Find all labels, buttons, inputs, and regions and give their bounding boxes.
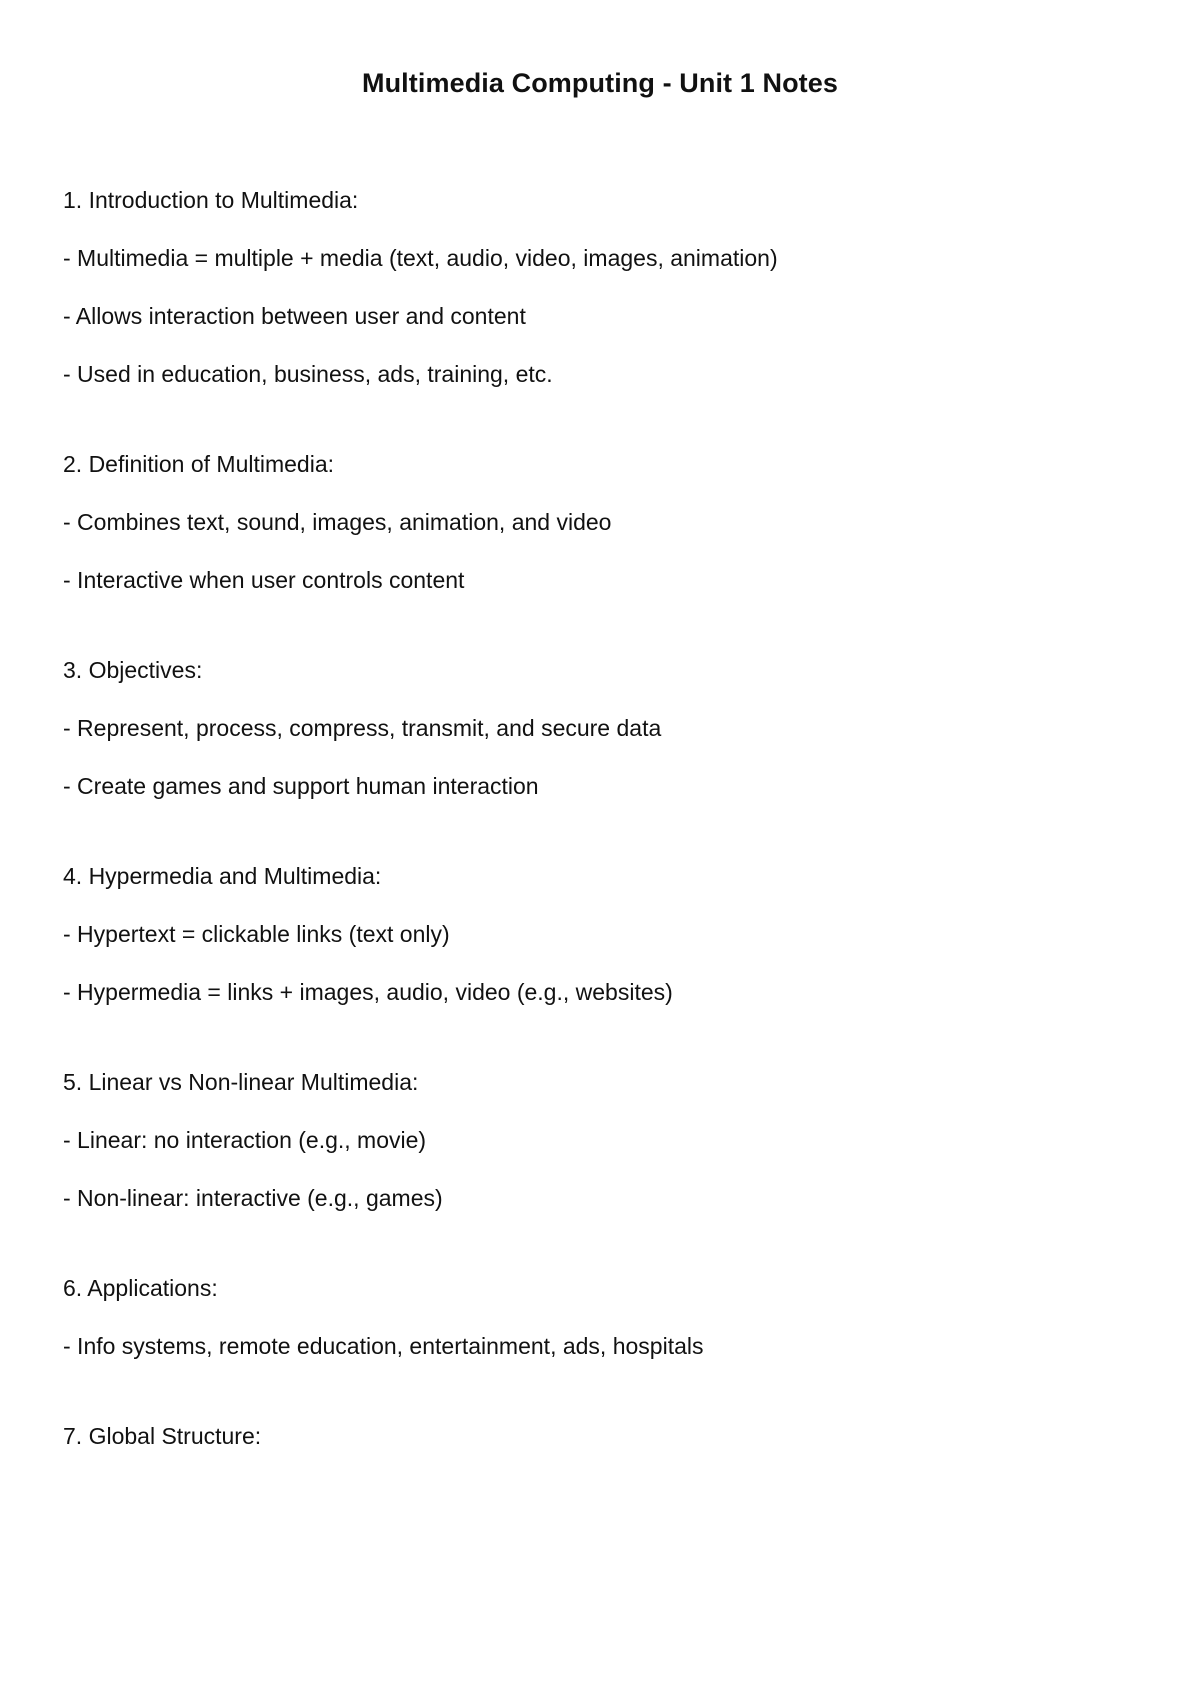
section-introduction — [63, 183, 1143, 391]
bullet-item: - Non-linear: interactive (e.g., games) — [63, 1185, 443, 1211]
section-heading: 6. Applications: — [63, 1275, 218, 1301]
section-heading: 5. Linear vs Non-linear Multimedia: — [63, 1069, 419, 1095]
bullet-item: - Interactive when user controls content — [63, 567, 465, 593]
bullet-item: - Create games and support human interaction — [63, 773, 539, 799]
section-linear-vs-nonlinear — [63, 1065, 1143, 1215]
bullet-item: - Hypertext = clickable links (text only) — [63, 921, 450, 947]
section-heading: 4. Hypermedia and Multimedia: — [63, 863, 382, 889]
section-heading: 1. Introduction to Multimedia: — [63, 187, 359, 213]
document-title: Multimedia Computing - Unit 1 Notes — [362, 68, 838, 98]
section-heading: 3. Objectives: — [63, 657, 203, 683]
section-objectives — [63, 653, 1143, 803]
bullet-item: - Represent, process, compress, transmit, and secure data — [63, 715, 662, 741]
section-heading: 2. Definition of Multimedia: — [63, 451, 335, 477]
section-hypermedia — [63, 859, 1143, 1009]
bullet-item: - Used in education, business, ads, training, etc. — [63, 361, 553, 387]
document-body — [63, 183, 1143, 1477]
section-definition — [63, 447, 1143, 597]
bullet-item: - Multimedia = multiple + media (text, audio, video, images, animation) — [63, 245, 778, 271]
bullet-item: - Hypermedia = links + images, audio, video (e.g., websites) — [63, 979, 673, 1005]
bullet-item: - Linear: no interaction (e.g., movie) — [63, 1127, 427, 1153]
bullet-item: - Allows interaction between user and content — [63, 303, 526, 329]
section-global-structure — [63, 1419, 1143, 1453]
section-applications — [63, 1271, 1143, 1363]
bullet-item: - Info systems, remote education, entertainment, ads, hospitals — [63, 1333, 704, 1359]
bullet-item: - Combines text, sound, images, animation, and video — [63, 509, 612, 535]
section-heading: 7. Global Structure: — [63, 1423, 262, 1449]
